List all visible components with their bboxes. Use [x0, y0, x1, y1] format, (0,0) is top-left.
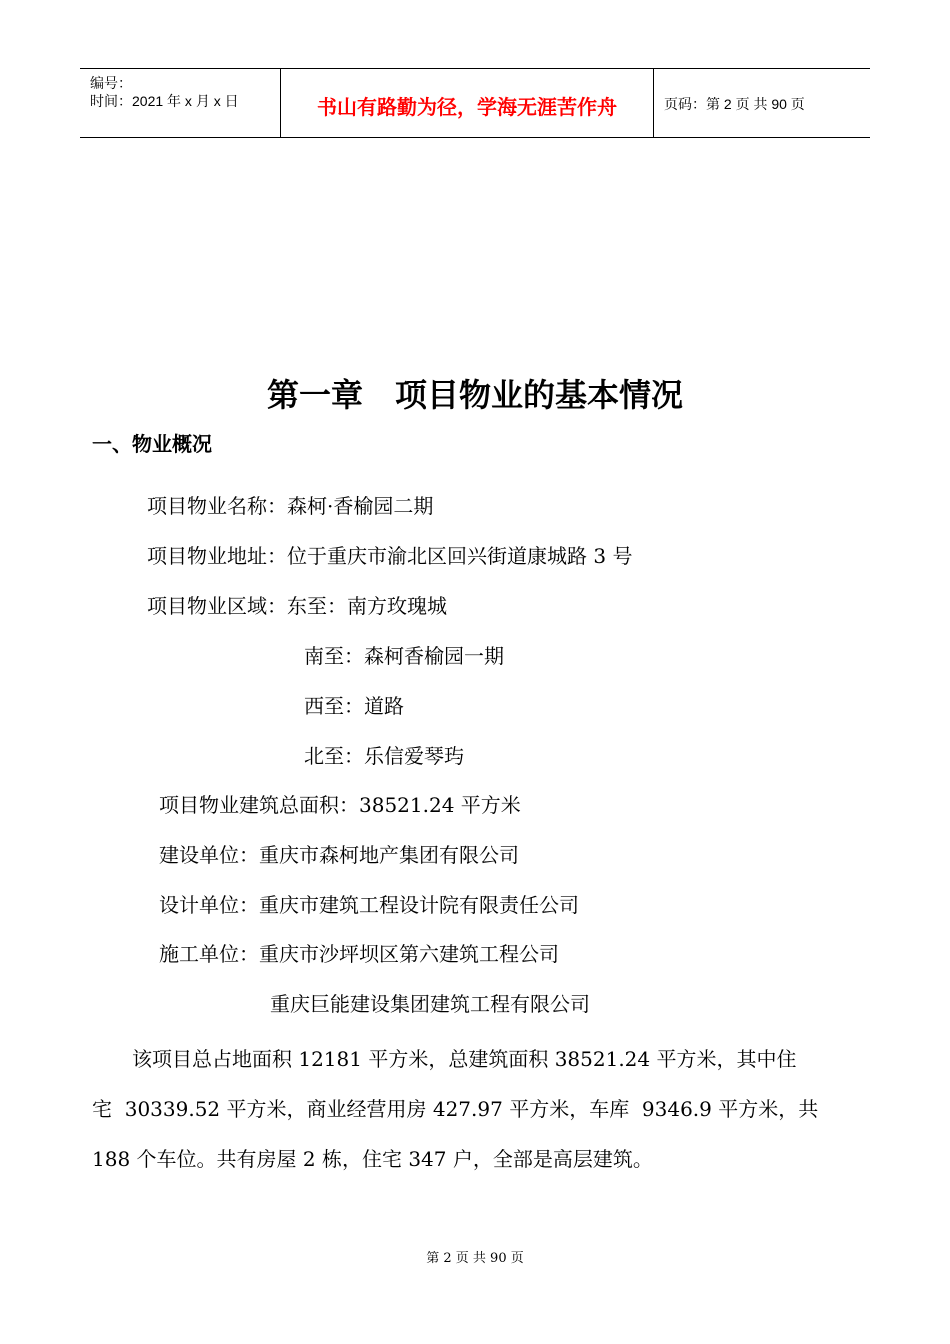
header-meta-cell	[80, 69, 281, 137]
motto-text: 书山有路勤为径，学海无涯苦作舟	[317, 95, 617, 119]
header-motto-cell	[281, 69, 654, 137]
project-area-east-line: 项目物业区域：东至：南方玫瑰城	[147, 594, 447, 618]
paragraph-line-2: 宅 30339.52 平方米，商业经营用房 427.97 平方米，车库 9346.9 平方米，共	[92, 1097, 819, 1121]
section-title: 一、物业概况	[92, 432, 212, 456]
number-label: 编号：	[90, 75, 132, 91]
paragraph-line-3: 188 个车位。共有房屋 2 栋，住宅 347 户，全部是高层建筑。	[92, 1147, 653, 1171]
project-name-line: 项目物业名称：森柯·香榆园二期	[147, 494, 434, 518]
constructor-line: 施工单位：重庆市沙坪坝区第六建筑工程公司	[159, 942, 559, 966]
paragraph-line-1: 该项目总占地面积 12181 平方米，总建筑面积 38521.24 平方米，其中住	[92, 1047, 797, 1071]
summary-paragraph	[92, 1034, 862, 1184]
builder-line: 建设单位：重庆市森柯地产集团有限公司	[159, 843, 519, 867]
project-area-west-line: 西至：道路	[304, 694, 404, 718]
page-info: 页码：第 2 页 共 90 页	[664, 96, 805, 112]
chapter-title: 第一章 项目物业的基本情况	[266, 376, 683, 414]
project-area-north-line: 北至：乐信爱琴玙	[304, 744, 464, 768]
constructor-line-2: 重庆巨能建设集团建筑工程有限公司	[270, 992, 590, 1016]
page-footer: 第 2 页 共 90 页	[426, 1251, 524, 1266]
total-area-line: 项目物业建筑总面积：38521.24 平方米	[159, 793, 521, 817]
document-header	[80, 68, 870, 138]
designer-line: 设计单位：重庆市建筑工程设计院有限责任公司	[159, 893, 579, 917]
time-label: 时间：2021 年 x 月 x 日	[90, 93, 239, 109]
header-page-cell	[654, 69, 870, 137]
project-area-south-line: 南至：森柯香榆园一期	[304, 644, 504, 668]
project-address-line: 项目物业地址：位于重庆市渝北区回兴街道康城路 3 号	[147, 544, 633, 568]
